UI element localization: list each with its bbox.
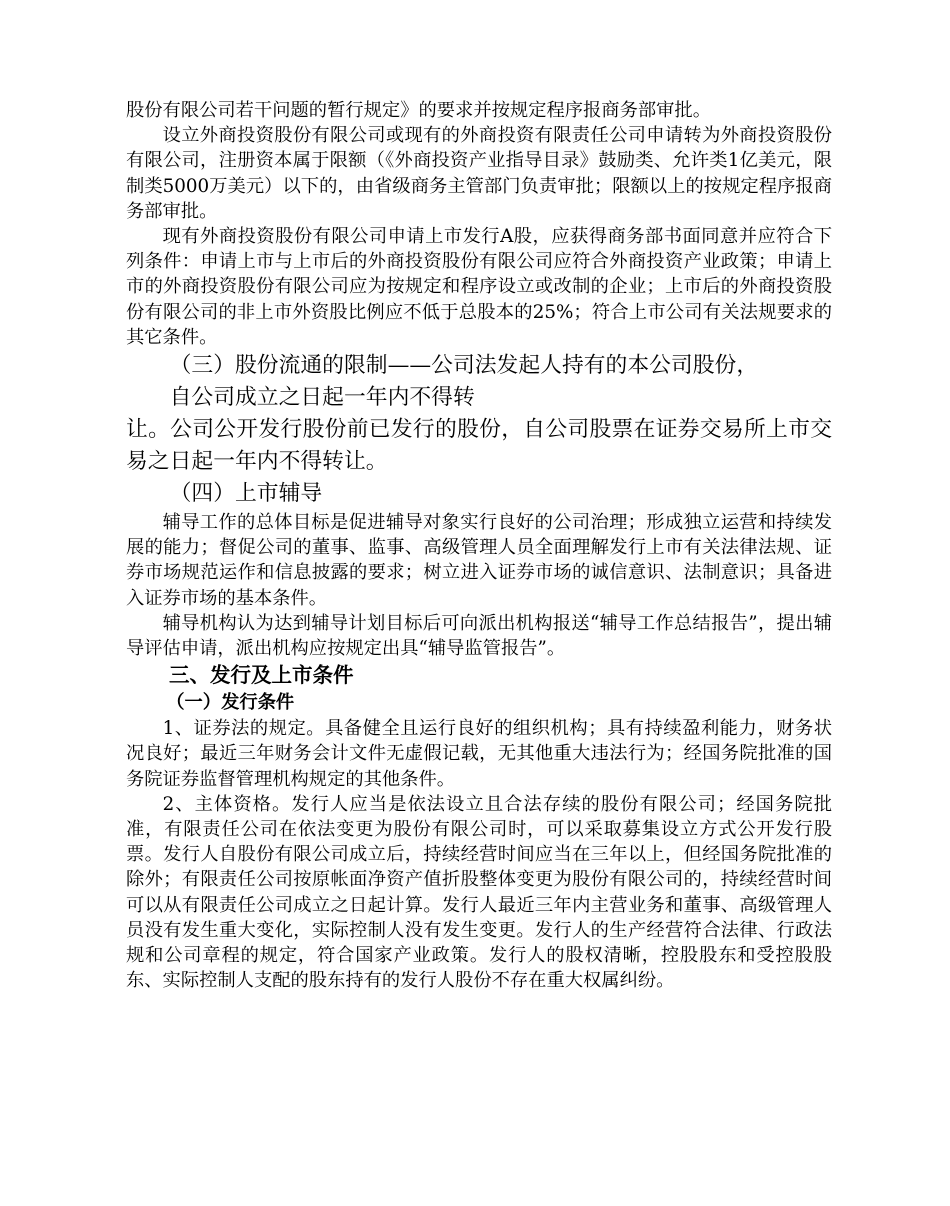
heading-issuance-listing-conditions: 三、发行及上市条件 <box>169 663 354 688</box>
paragraph-guidance-report: 辅导机构认为达到辅导计划目标后可向派出机构报送“辅导工作总结报告”，提出辅导评估申请，派出机构应按规定出具“辅导监管报告”。 <box>126 612 832 660</box>
document-body <box>126 98 832 993</box>
heading-issuance-conditions: （一）发行条件 <box>166 692 295 714</box>
paragraph-continuation: 股份有限公司若干问题的暂行规定》的要求并按规定程序报商务部审批。 <box>126 100 711 121</box>
paragraph-a-share-listing: 现有外商投资股份有限公司申请上市发行A股，应获得商务部书面同意并应符合下列条件：申请上市与上市后的外商投资股份有限公司应符合外商投资产业政策；申请上市的外商投资股份有限公司应为按规定和程序设立或改制的企业；上市后的外商投资股份有限公司的非上市外资股比例应不低于总股本的25%；符合上市公司有关法规要求的其它条件。 <box>126 226 832 348</box>
section-share-transfer-restriction-line2: 自公司成立之日起一年内不得转 <box>169 385 475 411</box>
paragraph-registration-approval: 设立外商投资股份有限公司或现有的外商投资有限责任公司申请转为外商投资股份有限公司，注册资本属于限额（《外商投资产业指导目录》鼓励类、允许类1亿美元，限制类5000万美元）以下的，由省级商务主管部门负责审批；限额以上的按规定程序报商务部审批。 <box>126 125 832 222</box>
section-listing-guidance-heading: （四）上市辅导 <box>169 481 323 507</box>
paragraph-guidance-goal: 辅导工作的总体目标是促进辅导对象实行良好的公司治理；形成独立运营和持续发展的能力；督促公司的董事、监事、高级管理人员全面理解发行上市有关法律法规、证券市场规范运作和信息披露的要求；树立进入证券市场的诚信意识、法制意识；具备进入证券市场的基本条件。 <box>126 512 832 609</box>
section-share-transfer-restriction-line3: 让。公司公开发行股份前已发行的股份，自公司股票在证券交易所上市交易之日起一年内不得转让。 <box>126 417 832 475</box>
paragraph-securities-law: 1、证券法的规定。具备健全且运行良好的组织机构；具有持续盈利能力，财务状况良好；最近三年财务会计文件无虚假记载，无其他重大违法行为；经国务院批准的国务院证券监督管理机构规定的其他条件。 <box>126 718 832 790</box>
paragraph-subject-qualification: 2、主体资格。发行人应当是依法设立且合法存续的股份有限公司；经国务院批准，有限责任公司在依法变更为股份有限公司时，可以采取募集设立方式公开发行股票。发行人自股份有限公司成立后，持续经营时间应当在三年以上，但经国务院批准的除外；有限责任公司按原帐面净资产值折股整体变更为股份有限公司的，持续经营时间可以从有限责任公司成立之日起计算。发行人最近三年内主营业务和董事、高级管理人员没有发生重大变化，实际控制人没有发生变更。发行人的生产经营符合法律、行政法规和公司章程的规定，符合国家产业政策。发行人的股权清晰，控股股东和受控股股东、实际控制人支配的股东持有的发行人股份不存在重大权属纠纷。 <box>126 793 832 992</box>
section-share-transfer-restriction: （三）股份流通的限制——公司法发起人持有的本公司股份， <box>169 353 759 379</box>
